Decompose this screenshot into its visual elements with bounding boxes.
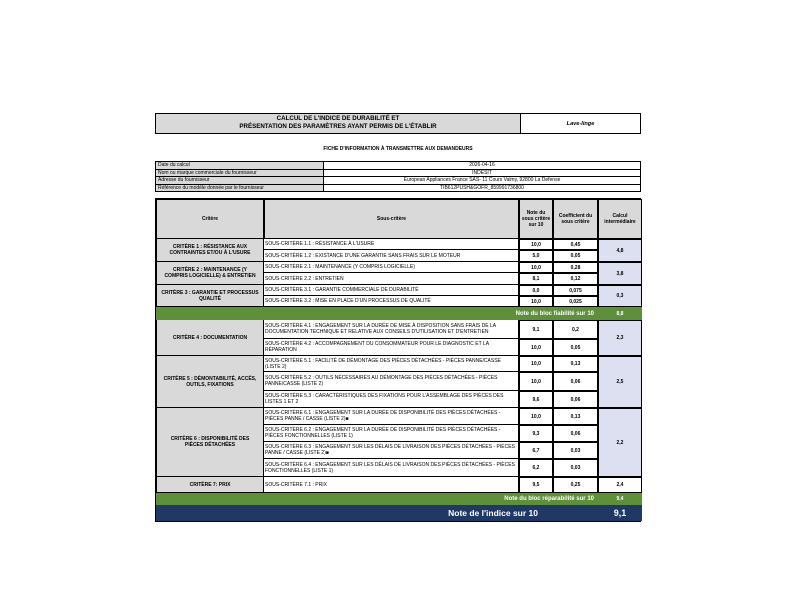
info-row bbox=[156, 169, 641, 177]
note-4-2: 10,0 bbox=[519, 339, 553, 356]
coef-6-1: 0,13 bbox=[553, 408, 598, 425]
coef-3-2: 0,025 bbox=[553, 296, 598, 307]
note-5-3: 9,6 bbox=[519, 391, 553, 408]
note-5-2: 10,0 bbox=[519, 372, 553, 391]
info-label: Nom ou marque commerciale du fournisseur bbox=[156, 169, 324, 177]
criterion-1: CRITÈRE 1 : RÉSISTANCE AUX CONTRAINTES ET/OU À L'USURE bbox=[156, 239, 264, 262]
note-2-1: 10,0 bbox=[519, 262, 553, 273]
subcriterion-7-1: SOUS-CRITÈRE 7.1 : PRIX bbox=[264, 477, 519, 493]
intermediate-6: 2,2 bbox=[598, 408, 642, 477]
info-label: Référence du modèle donnée par le fournisseur bbox=[156, 184, 324, 192]
coef-6-2: 0,06 bbox=[553, 425, 598, 442]
criterion-2: CRITÈRE 2 : MAINTENANCE (Y COMPRIS LOGICIELLE) & ENTRETIEN bbox=[156, 262, 264, 285]
coef-4-2: 0,05 bbox=[553, 339, 598, 356]
col-header-criteria: Critère bbox=[156, 199, 264, 239]
reliability-block-label: Note du bloc fiabilité sur 10 bbox=[156, 307, 598, 320]
coef-5-3: 0,06 bbox=[553, 391, 598, 408]
coef-5-2: 0,06 bbox=[553, 372, 598, 391]
index-score-label: Note de l'indice sur 10 bbox=[156, 505, 598, 521]
coef-2-2: 0,12 bbox=[553, 273, 598, 285]
subcriterion-6-3: SOUS-CRITÈRE 6.3 : ENGAGEMENT SUR LES DÉLAIS DE LIVRAISON DES PIÈCES DÉTACHÉES - PIÈCES PANNE / CASSE (LISTE 2)■ bbox=[264, 442, 519, 459]
info-label: Date du calcul bbox=[156, 162, 324, 170]
note-7-1: 9,5 bbox=[519, 477, 553, 493]
coef-1-1: 0,45 bbox=[553, 239, 598, 250]
product-type: Lave-linge bbox=[566, 120, 595, 127]
subcriterion-6-1: SOUS-CRITÈRE 6.1 : ENGAGEMENT SUR LA DURÉE DE DISPONIBILITÉ DES PIÈCES DÉTACHÉES - PIÈCES PANNE / CASSE (LISTE 2)■ bbox=[264, 408, 519, 425]
coef-4-1: 0,2 bbox=[553, 320, 598, 339]
col-header-calc: Calcul intermédiaire bbox=[598, 199, 642, 239]
info-table bbox=[155, 161, 641, 192]
note-4-1: 9,1 bbox=[519, 320, 553, 339]
col-header-subcriteria: Sous-critère bbox=[264, 199, 519, 239]
note-1-1: 10,0 bbox=[519, 239, 553, 250]
criterion-4: CRITÈRE 4 : DOCUMENTATION bbox=[156, 320, 264, 356]
note-5-1: 10,0 bbox=[519, 356, 553, 372]
intermediate-7: 2,4 bbox=[598, 477, 642, 493]
note-2-2: 8,1 bbox=[519, 273, 553, 285]
header-title bbox=[156, 114, 521, 133]
info-value: INDESIT bbox=[324, 169, 641, 177]
subcriterion-5-2: SOUS-CRITÈRE 5.2 : OUTILS NÉCESSAIRES AU DÉMONTAGE DES PIÈCES DÉTACHÉES - PIÈCES PANNE/CASSE (LISTE 2) bbox=[264, 372, 519, 391]
col-header-note: Note du sous critère sur 10 bbox=[519, 199, 553, 239]
intermediate-5: 2,5 bbox=[598, 356, 642, 408]
info-label: Adresse du fournisseur bbox=[156, 177, 324, 185]
subcriterion-3-1: SOUS-CRITÈRE 3.1 : GARANTIE COMMERCIALE DE DURABILITÉ bbox=[264, 285, 519, 296]
intermediate-4: 2,3 bbox=[598, 320, 642, 356]
criterion-5: CRITÈRE 5 : DÉMONTABILITÉ, ACCÈS, OUTILS, FIXATIONS bbox=[156, 356, 264, 408]
subcriterion-5-3: SOUS-CRITÈRE 5.3 : CARACTÉRISTIQUES DES FIXATIONS POUR L'ASSEMBLAGE DES PIÈCES DES LISTES 1 ET 2 bbox=[264, 391, 519, 408]
coef-7-1: 0,25 bbox=[553, 477, 598, 493]
score-table bbox=[155, 198, 641, 522]
subcriterion-4-2: SOUS-CRITÈRE 4.2 : ACCOMPAGNEMENT DU CONSOMMATEUR POUR LE DIAGNOSTIC ET LA RÉPARATION bbox=[264, 339, 519, 356]
note-6-4: 6,2 bbox=[519, 459, 553, 477]
intermediate-2: 3,8 bbox=[598, 262, 642, 285]
subcriterion-1-1: SOUS-CRITÈRE 1.1 : RÉSISTANCE À L'USURE bbox=[264, 239, 519, 250]
criterion-3: CRITÈRE 3 : GARANTIE ET PROCESSUS QUALITÉ bbox=[156, 285, 264, 307]
subcriterion-2-2: SOUS-CRITÈRE 2.2 : ENTRETIEN bbox=[264, 273, 519, 285]
note-6-2: 9,3 bbox=[519, 425, 553, 442]
col-header-coef: Coefficient du sous critère bbox=[553, 199, 598, 239]
info-value: European Appliances France SAS- 11 Cours Valmy, 92800 La Defense bbox=[324, 177, 641, 185]
note-3-1: 0,0 bbox=[519, 285, 553, 296]
coef-3-1: 0,075 bbox=[553, 285, 598, 296]
note-3-2: 10,0 bbox=[519, 296, 553, 307]
reliability-block-score: 8,8 bbox=[598, 307, 642, 320]
header-box bbox=[155, 113, 641, 134]
subcriterion-5-1: SOUS-CRITÈRE 5.1 : FACILITÉ DE DÉMONTAGE DES PIÈCES DÉTACHÉES - PIÈCES PANNE/CASSE (LISTE 2) bbox=[264, 356, 519, 372]
note-6-3: 6,7 bbox=[519, 442, 553, 459]
intermediate-3: 0,3 bbox=[598, 285, 642, 307]
info-value: 2026-04-16 bbox=[324, 162, 641, 170]
note-6-1: 10,0 bbox=[519, 408, 553, 425]
subtitle: FICHE D'INFORMATION À TRANSMETTRE AUX DEMANDEURS bbox=[323, 146, 473, 152]
coef-1-2: 0,05 bbox=[553, 250, 598, 262]
info-row bbox=[156, 162, 641, 170]
coef-6-4: 0,03 bbox=[553, 459, 598, 477]
info-value: TIB612PUSH&GOFR_859991736800 bbox=[324, 184, 641, 192]
subcriterion-1-2: SOUS-CRITÈRE 1.2 : EXISTANCE D'UNE GARANTIE SANS FRAIS SUR LE MOTEUR bbox=[264, 250, 519, 262]
subcriterion-3-2: SOUS-CRITÈRE 3.2 : MISE EN PLACE D'UN PROCESSUS DE QUALITÉ bbox=[264, 296, 519, 307]
coef-2-1: 0,28 bbox=[553, 262, 598, 273]
coef-5-1: 0,13 bbox=[553, 356, 598, 372]
intermediate-1: 4,8 bbox=[598, 239, 642, 262]
coef-6-3: 0,03 bbox=[553, 442, 598, 459]
subcriterion-4-1: SOUS-CRITÈRE 4.1 : ENGAGEMENT SUR LA DURÉE DE MISE À DISPOSITION SANS FRAIS DE LA DOCUMENTATION TECHNIQUE ET RELATIVE AUX CONSEILS D'UTILISATION ET D'ENTRETIEN bbox=[264, 320, 519, 339]
note-1-2: 5,0 bbox=[519, 250, 553, 262]
subcriterion-6-4: SOUS-CRITÈRE 6.4 : ENGAGEMENT SUR LES DÉLAIS DE LIVRAISON DES PIÈCES DÉTACHÉES - PIÈCES FONCTIONNELLES (LISTE 1) bbox=[264, 459, 519, 477]
header-title-line2: PRÉSENTATION DES PARAMÈTRES AYANT PERMIS DE L'ÉTABLIR bbox=[239, 123, 437, 130]
subcriterion-2-1: SOUS-CRITÈRE 2.1 : MAINTENANCE (Y COMPRIS LOGICIELLE) bbox=[264, 262, 519, 273]
index-score-value: 9,1 bbox=[598, 505, 642, 521]
info-row bbox=[156, 177, 641, 185]
subcriterion-6-2: SOUS-CRITÈRE 6.2 : ENGAGEMENT SUR LA DURÉE DE DISPONIBILITÉ DES PIÈCES DÉTACHÉES - PIÈCES FONCTIONNELLES (LISTE 1) bbox=[264, 425, 519, 442]
header-title-line1: CALCUL DE L'INDICE DE DURABILITÉ ET bbox=[276, 115, 400, 122]
repairability-block-label: Note du bloc réparabilité sur 10 bbox=[156, 493, 598, 505]
criterion-6: CRITÈRE 6 : DISPONIBILITÉ DES PIÈCES DÉTACHÉES bbox=[156, 408, 264, 477]
info-row bbox=[156, 184, 641, 192]
criterion-7: CRITÈRE 7: PRIX bbox=[156, 477, 264, 493]
repairability-block-score: 9,4 bbox=[598, 493, 642, 505]
